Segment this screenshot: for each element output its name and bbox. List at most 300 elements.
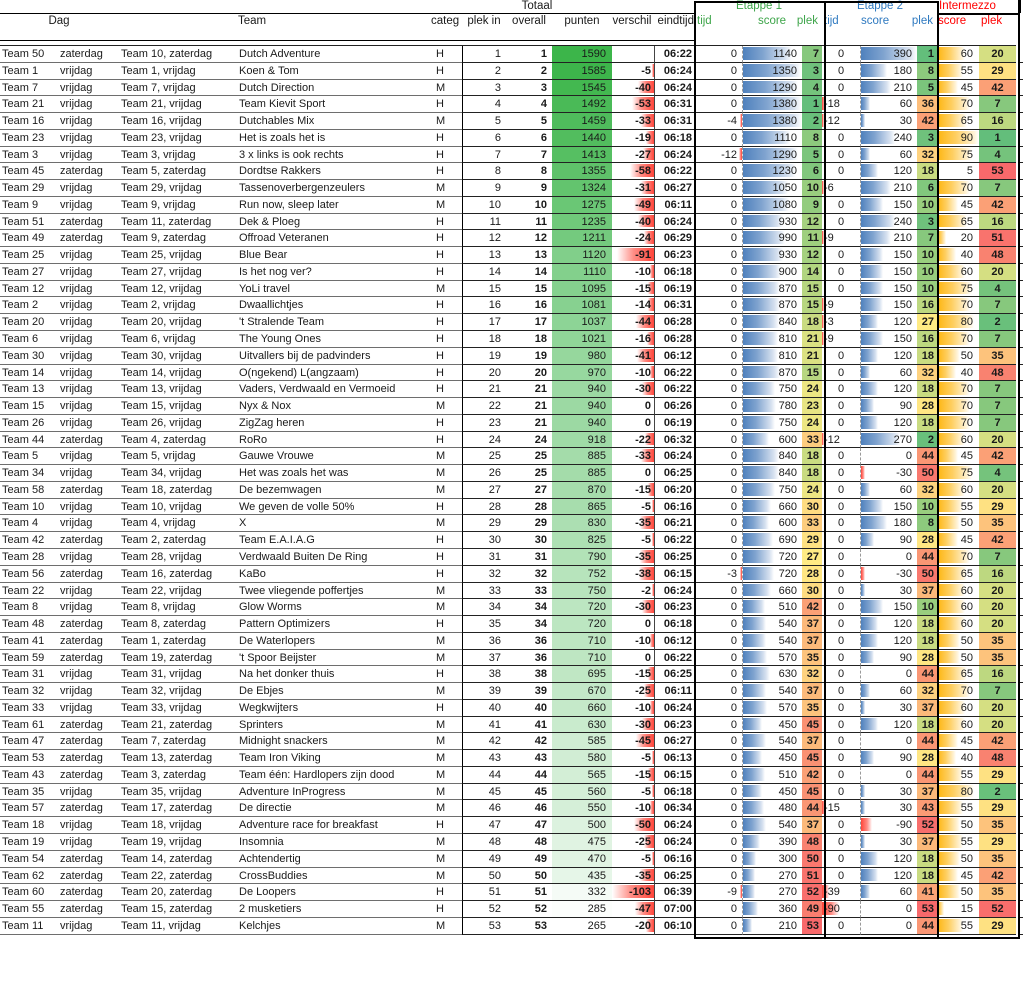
cell-team-name[interactable] — [237, 717, 430, 734]
cell-intermezzo-score[interactable] — [937, 96, 979, 113]
cell-punten[interactable] — [552, 683, 612, 700]
cell-intermezzo-score[interactable] — [937, 381, 979, 398]
cell-team-name[interactable] — [237, 230, 430, 247]
cell-intermezzo-score[interactable] — [937, 163, 979, 180]
cell-team[interactable] — [118, 381, 237, 398]
cell-plek-in[interactable] — [462, 415, 506, 432]
cell-punten[interactable] — [552, 448, 612, 465]
cell-team[interactable] — [118, 63, 237, 80]
cell-dag-day[interactable] — [58, 901, 118, 918]
cell-next-group[interactable] — [1019, 448, 1023, 465]
cell-etappe2-tijd[interactable] — [822, 633, 860, 650]
cell-dag-team[interactable] — [0, 297, 58, 314]
cell-eindtijd[interactable] — [654, 113, 695, 130]
cell-punten[interactable] — [552, 398, 612, 415]
cell-team[interactable] — [118, 532, 237, 549]
cell-intermezzo-plek[interactable] — [979, 381, 1016, 398]
cell-team-name[interactable] — [237, 700, 430, 717]
cell-etappe2-tijd[interactable] — [822, 515, 860, 532]
cell-verschil[interactable] — [612, 113, 654, 130]
cell-team[interactable] — [118, 918, 237, 935]
cell-dag-day[interactable] — [58, 566, 118, 583]
cell-etappe2-score[interactable] — [860, 197, 917, 214]
cell-intermezzo-plek[interactable] — [979, 599, 1016, 616]
cell-etappe2-plek[interactable] — [917, 365, 937, 382]
cell-etappe1-plek[interactable] — [802, 180, 822, 197]
cell-intermezzo-plek[interactable] — [979, 331, 1016, 348]
cell-intermezzo-score[interactable] — [937, 482, 979, 499]
cell-intermezzo-plek[interactable] — [979, 700, 1016, 717]
cell-etappe1-score[interactable] — [742, 230, 802, 247]
cell-overall[interactable] — [506, 331, 552, 348]
cell-next-group[interactable] — [1019, 348, 1023, 365]
cell-punten[interactable] — [552, 96, 612, 113]
cell-etappe2-tijd[interactable] — [822, 63, 860, 80]
cell-intermezzo-score[interactable] — [937, 247, 979, 264]
cell-dag-day[interactable] — [58, 197, 118, 214]
cell-plek-in[interactable] — [462, 63, 506, 80]
cell-team[interactable] — [118, 583, 237, 600]
cell-team-name[interactable] — [237, 868, 430, 885]
cell-eindtijd[interactable] — [654, 180, 695, 197]
cell-etappe2-plek[interactable] — [917, 750, 937, 767]
cell-etappe2-tijd[interactable] — [822, 884, 860, 901]
cell-etappe2-plek[interactable] — [917, 46, 937, 63]
cell-team[interactable] — [118, 717, 237, 734]
cell-verschil[interactable] — [612, 532, 654, 549]
cell-team[interactable] — [118, 750, 237, 767]
cell-punten[interactable] — [552, 264, 612, 281]
cell-overall[interactable] — [506, 767, 552, 784]
cell-eindtijd[interactable] — [654, 197, 695, 214]
cell-overall[interactable] — [506, 80, 552, 97]
cell-categorie[interactable] — [430, 46, 462, 63]
cell-etappe1-plek[interactable] — [802, 532, 822, 549]
cell-verschil[interactable] — [612, 147, 654, 164]
cell-verschil[interactable] — [612, 599, 654, 616]
cell-intermezzo-plek[interactable] — [979, 868, 1016, 885]
cell-etappe2-score[interactable] — [860, 415, 917, 432]
cell-dag-day[interactable] — [58, 180, 118, 197]
cell-categorie[interactable] — [430, 163, 462, 180]
cell-team-name[interactable] — [237, 616, 430, 633]
cell-intermezzo-plek[interactable] — [979, 633, 1016, 650]
cell-team-name[interactable] — [237, 666, 430, 683]
cell-etappe1-plek[interactable] — [802, 432, 822, 449]
cell-categorie[interactable] — [430, 583, 462, 600]
cell-plek-in[interactable] — [462, 180, 506, 197]
cell-etappe1-tijd[interactable] — [695, 46, 742, 63]
cell-punten[interactable] — [552, 180, 612, 197]
cell-verschil[interactable] — [612, 616, 654, 633]
cell-etappe1-plek[interactable] — [802, 599, 822, 616]
cell-intermezzo-score[interactable] — [937, 63, 979, 80]
cell-etappe1-tijd[interactable] — [695, 750, 742, 767]
cell-next-group[interactable] — [1019, 113, 1023, 130]
cell-etappe1-plek[interactable] — [802, 415, 822, 432]
cell-etappe2-tijd[interactable] — [822, 583, 860, 600]
cell-overall[interactable] — [506, 918, 552, 935]
cell-categorie[interactable] — [430, 717, 462, 734]
cell-categorie[interactable] — [430, 851, 462, 868]
cell-categorie[interactable] — [430, 230, 462, 247]
cell-team[interactable] — [118, 80, 237, 97]
cell-etappe2-plek[interactable] — [917, 214, 937, 231]
cell-dag-day[interactable] — [58, 683, 118, 700]
cell-intermezzo-plek[interactable] — [979, 46, 1016, 63]
cell-etappe2-tijd[interactable] — [822, 800, 860, 817]
cell-intermezzo-plek[interactable] — [979, 901, 1016, 918]
cell-etappe2-plek[interactable] — [917, 63, 937, 80]
cell-eindtijd[interactable] — [654, 583, 695, 600]
cell-team[interactable] — [118, 851, 237, 868]
cell-etappe2-plek[interactable] — [917, 197, 937, 214]
cell-dag-team[interactable] — [0, 599, 58, 616]
cell-dag-team[interactable] — [0, 633, 58, 650]
cell-etappe1-score[interactable] — [742, 80, 802, 97]
cell-eindtijd[interactable] — [654, 432, 695, 449]
cell-intermezzo-score[interactable] — [937, 700, 979, 717]
cell-etappe1-plek[interactable] — [802, 499, 822, 516]
cell-next-group[interactable] — [1019, 398, 1023, 415]
cell-etappe1-tijd[interactable] — [695, 281, 742, 298]
cell-punten[interactable] — [552, 331, 612, 348]
cell-dag-day[interactable] — [58, 515, 118, 532]
cell-team-name[interactable] — [237, 180, 430, 197]
cell-plek-in[interactable] — [462, 163, 506, 180]
cell-team-name[interactable] — [237, 650, 430, 667]
cell-etappe1-tijd[interactable] — [695, 448, 742, 465]
cell-etappe2-score[interactable] — [860, 348, 917, 365]
cell-etappe2-tijd[interactable] — [822, 381, 860, 398]
cell-plek-in[interactable] — [462, 700, 506, 717]
cell-dag-team[interactable] — [0, 901, 58, 918]
cell-verschil[interactable] — [612, 750, 654, 767]
cell-intermezzo-score[interactable] — [937, 616, 979, 633]
cell-etappe1-plek[interactable] — [802, 381, 822, 398]
cell-intermezzo-plek[interactable] — [979, 616, 1016, 633]
cell-etappe1-score[interactable] — [742, 398, 802, 415]
cell-intermezzo-plek[interactable] — [979, 197, 1016, 214]
cell-dag-team[interactable] — [0, 700, 58, 717]
cell-plek-in[interactable] — [462, 465, 506, 482]
cell-intermezzo-plek[interactable] — [979, 281, 1016, 298]
cell-dag-day[interactable] — [58, 432, 118, 449]
cell-eindtijd[interactable] — [654, 868, 695, 885]
cell-etappe2-score[interactable] — [860, 465, 917, 482]
cell-etappe2-tijd[interactable] — [822, 365, 860, 382]
cell-punten[interactable] — [552, 700, 612, 717]
cell-etappe2-plek[interactable] — [917, 918, 937, 935]
cell-etappe1-tijd[interactable] — [695, 700, 742, 717]
cell-overall[interactable] — [506, 180, 552, 197]
cell-next-group[interactable] — [1019, 583, 1023, 600]
cell-overall[interactable] — [506, 465, 552, 482]
cell-etappe1-plek[interactable] — [802, 297, 822, 314]
cell-etappe1-tijd[interactable] — [695, 851, 742, 868]
cell-etappe1-score[interactable] — [742, 800, 802, 817]
cell-etappe1-score[interactable] — [742, 717, 802, 734]
cell-etappe2-plek[interactable] — [917, 817, 937, 834]
cell-team-name[interactable] — [237, 46, 430, 63]
cell-plek-in[interactable] — [462, 314, 506, 331]
cell-etappe2-score[interactable] — [860, 381, 917, 398]
cell-dag-day[interactable] — [58, 80, 118, 97]
cell-etappe2-score[interactable] — [860, 834, 917, 851]
cell-overall[interactable] — [506, 717, 552, 734]
cell-etappe2-plek[interactable] — [917, 834, 937, 851]
cell-etappe1-tijd[interactable] — [695, 616, 742, 633]
cell-etappe1-tijd[interactable] — [695, 365, 742, 382]
cell-plek-in[interactable] — [462, 247, 506, 264]
cell-etappe2-plek[interactable] — [917, 163, 937, 180]
cell-etappe2-score[interactable] — [860, 365, 917, 382]
cell-intermezzo-plek[interactable] — [979, 247, 1016, 264]
cell-intermezzo-plek[interactable] — [979, 683, 1016, 700]
cell-intermezzo-plek[interactable] — [979, 767, 1016, 784]
cell-intermezzo-plek[interactable] — [979, 264, 1016, 281]
cell-overall[interactable] — [506, 147, 552, 164]
cell-overall[interactable] — [506, 415, 552, 432]
cell-next-group[interactable] — [1019, 297, 1023, 314]
cell-eindtijd[interactable] — [654, 130, 695, 147]
cell-categorie[interactable] — [430, 616, 462, 633]
cell-plek-in[interactable] — [462, 331, 506, 348]
cell-etappe2-score[interactable] — [860, 264, 917, 281]
cell-intermezzo-score[interactable] — [937, 180, 979, 197]
cell-etappe1-tijd[interactable] — [695, 683, 742, 700]
cell-categorie[interactable] — [430, 147, 462, 164]
cell-dag-day[interactable] — [58, 381, 118, 398]
cell-dag-team[interactable] — [0, 230, 58, 247]
cell-etappe2-plek[interactable] — [917, 432, 937, 449]
cell-etappe1-plek[interactable] — [802, 281, 822, 298]
cell-dag-day[interactable] — [58, 331, 118, 348]
cell-intermezzo-plek[interactable] — [979, 214, 1016, 231]
cell-team[interactable] — [118, 163, 237, 180]
cell-team-name[interactable] — [237, 398, 430, 415]
cell-dag-team[interactable] — [0, 96, 58, 113]
cell-team-name[interactable] — [237, 297, 430, 314]
cell-overall[interactable] — [506, 784, 552, 801]
cell-next-group[interactable] — [1019, 482, 1023, 499]
cell-etappe2-tijd[interactable] — [822, 532, 860, 549]
cell-etappe1-score[interactable] — [742, 834, 802, 851]
cell-categorie[interactable] — [430, 834, 462, 851]
cell-intermezzo-plek[interactable] — [979, 80, 1016, 97]
cell-categorie[interactable] — [430, 381, 462, 398]
cell-team[interactable] — [118, 599, 237, 616]
cell-intermezzo-score[interactable] — [937, 314, 979, 331]
cell-etappe2-plek[interactable] — [917, 331, 937, 348]
cell-punten[interactable] — [552, 63, 612, 80]
cell-team[interactable] — [118, 784, 237, 801]
cell-etappe2-plek[interactable] — [917, 281, 937, 298]
cell-dag-team[interactable] — [0, 197, 58, 214]
cell-punten[interactable] — [552, 113, 612, 130]
cell-etappe2-tijd[interactable] — [822, 230, 860, 247]
cell-etappe1-tijd[interactable] — [695, 147, 742, 164]
cell-overall[interactable] — [506, 683, 552, 700]
cell-etappe2-score[interactable] — [860, 163, 917, 180]
cell-punten[interactable] — [552, 817, 612, 834]
cell-verschil[interactable] — [612, 197, 654, 214]
cell-verschil[interactable] — [612, 381, 654, 398]
cell-intermezzo-score[interactable] — [937, 901, 979, 918]
cell-intermezzo-score[interactable] — [937, 448, 979, 465]
cell-intermezzo-score[interactable] — [937, 817, 979, 834]
cell-etappe2-score[interactable] — [860, 851, 917, 868]
cell-categorie[interactable] — [430, 868, 462, 885]
cell-team[interactable] — [118, 482, 237, 499]
cell-verschil[interactable] — [612, 633, 654, 650]
cell-dag-team[interactable] — [0, 314, 58, 331]
cell-verschil[interactable] — [612, 432, 654, 449]
cell-categorie[interactable] — [430, 63, 462, 80]
cell-eindtijd[interactable] — [654, 465, 695, 482]
cell-etappe1-score[interactable] — [742, 817, 802, 834]
cell-punten[interactable] — [552, 214, 612, 231]
cell-team[interactable] — [118, 901, 237, 918]
cell-verschil[interactable] — [612, 281, 654, 298]
cell-dag-day[interactable] — [58, 46, 118, 63]
cell-plek-in[interactable] — [462, 398, 506, 415]
cell-etappe2-score[interactable] — [860, 717, 917, 734]
cell-etappe2-score[interactable] — [860, 331, 917, 348]
cell-etappe1-score[interactable] — [742, 63, 802, 80]
cell-categorie[interactable] — [430, 650, 462, 667]
cell-overall[interactable] — [506, 851, 552, 868]
cell-verschil[interactable] — [612, 398, 654, 415]
cell-next-group[interactable] — [1019, 599, 1023, 616]
cell-etappe2-score[interactable] — [860, 448, 917, 465]
cell-etappe2-score[interactable] — [860, 884, 917, 901]
cell-etappe1-plek[interactable] — [802, 733, 822, 750]
cell-verschil[interactable] — [612, 566, 654, 583]
cell-dag-team[interactable] — [0, 750, 58, 767]
cell-etappe2-tijd[interactable] — [822, 901, 860, 918]
cell-plek-in[interactable] — [462, 717, 506, 734]
cell-etappe1-score[interactable] — [742, 365, 802, 382]
cell-verschil[interactable] — [612, 465, 654, 482]
cell-overall[interactable] — [506, 549, 552, 566]
cell-team-name[interactable] — [237, 448, 430, 465]
cell-categorie[interactable] — [430, 918, 462, 935]
cell-etappe1-score[interactable] — [742, 247, 802, 264]
cell-team-name[interactable] — [237, 163, 430, 180]
cell-categorie[interactable] — [430, 566, 462, 583]
cell-punten[interactable] — [552, 834, 612, 851]
cell-dag-team[interactable] — [0, 851, 58, 868]
cell-verschil[interactable] — [612, 733, 654, 750]
cell-intermezzo-score[interactable] — [937, 717, 979, 734]
cell-etappe1-tijd[interactable] — [695, 817, 742, 834]
cell-overall[interactable] — [506, 247, 552, 264]
cell-team-name[interactable] — [237, 197, 430, 214]
cell-dag-team[interactable] — [0, 733, 58, 750]
cell-dag-day[interactable] — [58, 733, 118, 750]
cell-etappe2-score[interactable] — [860, 314, 917, 331]
cell-intermezzo-score[interactable] — [937, 46, 979, 63]
cell-etappe1-plek[interactable] — [802, 566, 822, 583]
cell-team[interactable] — [118, 499, 237, 516]
cell-verschil[interactable] — [612, 331, 654, 348]
cell-team[interactable] — [118, 834, 237, 851]
cell-etappe1-score[interactable] — [742, 465, 802, 482]
cell-intermezzo-score[interactable] — [937, 230, 979, 247]
cell-punten[interactable] — [552, 465, 612, 482]
cell-next-group[interactable] — [1019, 499, 1023, 516]
cell-etappe1-tijd[interactable] — [695, 415, 742, 432]
cell-etappe1-score[interactable] — [742, 415, 802, 432]
cell-eindtijd[interactable] — [654, 549, 695, 566]
cell-team-name[interactable] — [237, 247, 430, 264]
cell-overall[interactable] — [506, 650, 552, 667]
cell-plek-in[interactable] — [462, 884, 506, 901]
cell-etappe2-plek[interactable] — [917, 633, 937, 650]
cell-next-group[interactable] — [1019, 281, 1023, 298]
cell-etappe1-tijd[interactable] — [695, 297, 742, 314]
cell-dag-day[interactable] — [58, 415, 118, 432]
cell-etappe2-score[interactable] — [860, 80, 917, 97]
cell-categorie[interactable] — [430, 499, 462, 516]
cell-etappe2-plek[interactable] — [917, 264, 937, 281]
cell-next-group[interactable] — [1019, 683, 1023, 700]
cell-eindtijd[interactable] — [654, 482, 695, 499]
cell-plek-in[interactable] — [462, 80, 506, 97]
cell-verschil[interactable] — [612, 549, 654, 566]
cell-etappe2-plek[interactable] — [917, 616, 937, 633]
cell-etappe2-score[interactable] — [860, 800, 917, 817]
cell-verschil[interactable] — [612, 80, 654, 97]
cell-etappe2-score[interactable] — [860, 750, 917, 767]
cell-overall[interactable] — [506, 583, 552, 600]
cell-intermezzo-plek[interactable] — [979, 113, 1016, 130]
cell-intermezzo-plek[interactable] — [979, 432, 1016, 449]
cell-verschil[interactable] — [612, 230, 654, 247]
cell-etappe2-score[interactable] — [860, 180, 917, 197]
cell-etappe1-tijd[interactable] — [695, 918, 742, 935]
cell-intermezzo-plek[interactable] — [979, 884, 1016, 901]
cell-etappe1-tijd[interactable] — [695, 348, 742, 365]
cell-team[interactable] — [118, 365, 237, 382]
cell-categorie[interactable] — [430, 432, 462, 449]
cell-team-name[interactable] — [237, 683, 430, 700]
cell-categorie[interactable] — [430, 633, 462, 650]
cell-etappe1-plek[interactable] — [802, 616, 822, 633]
cell-etappe1-tijd[interactable] — [695, 264, 742, 281]
cell-categorie[interactable] — [430, 767, 462, 784]
cell-etappe1-score[interactable] — [742, 583, 802, 600]
cell-etappe1-score[interactable] — [742, 683, 802, 700]
cell-categorie[interactable] — [430, 264, 462, 281]
cell-plek-in[interactable] — [462, 515, 506, 532]
cell-eindtijd[interactable] — [654, 348, 695, 365]
cell-intermezzo-score[interactable] — [937, 297, 979, 314]
cell-overall[interactable] — [506, 515, 552, 532]
cell-intermezzo-plek[interactable] — [979, 800, 1016, 817]
cell-dag-team[interactable] — [0, 46, 58, 63]
cell-team-name[interactable] — [237, 499, 430, 516]
cell-dag-day[interactable] — [58, 767, 118, 784]
cell-next-group[interactable] — [1019, 147, 1023, 164]
cell-intermezzo-plek[interactable] — [979, 583, 1016, 600]
cell-dag-day[interactable] — [58, 800, 118, 817]
cell-plek-in[interactable] — [462, 767, 506, 784]
cell-team[interactable] — [118, 297, 237, 314]
cell-etappe1-tijd[interactable] — [695, 465, 742, 482]
cell-etappe2-plek[interactable] — [917, 851, 937, 868]
